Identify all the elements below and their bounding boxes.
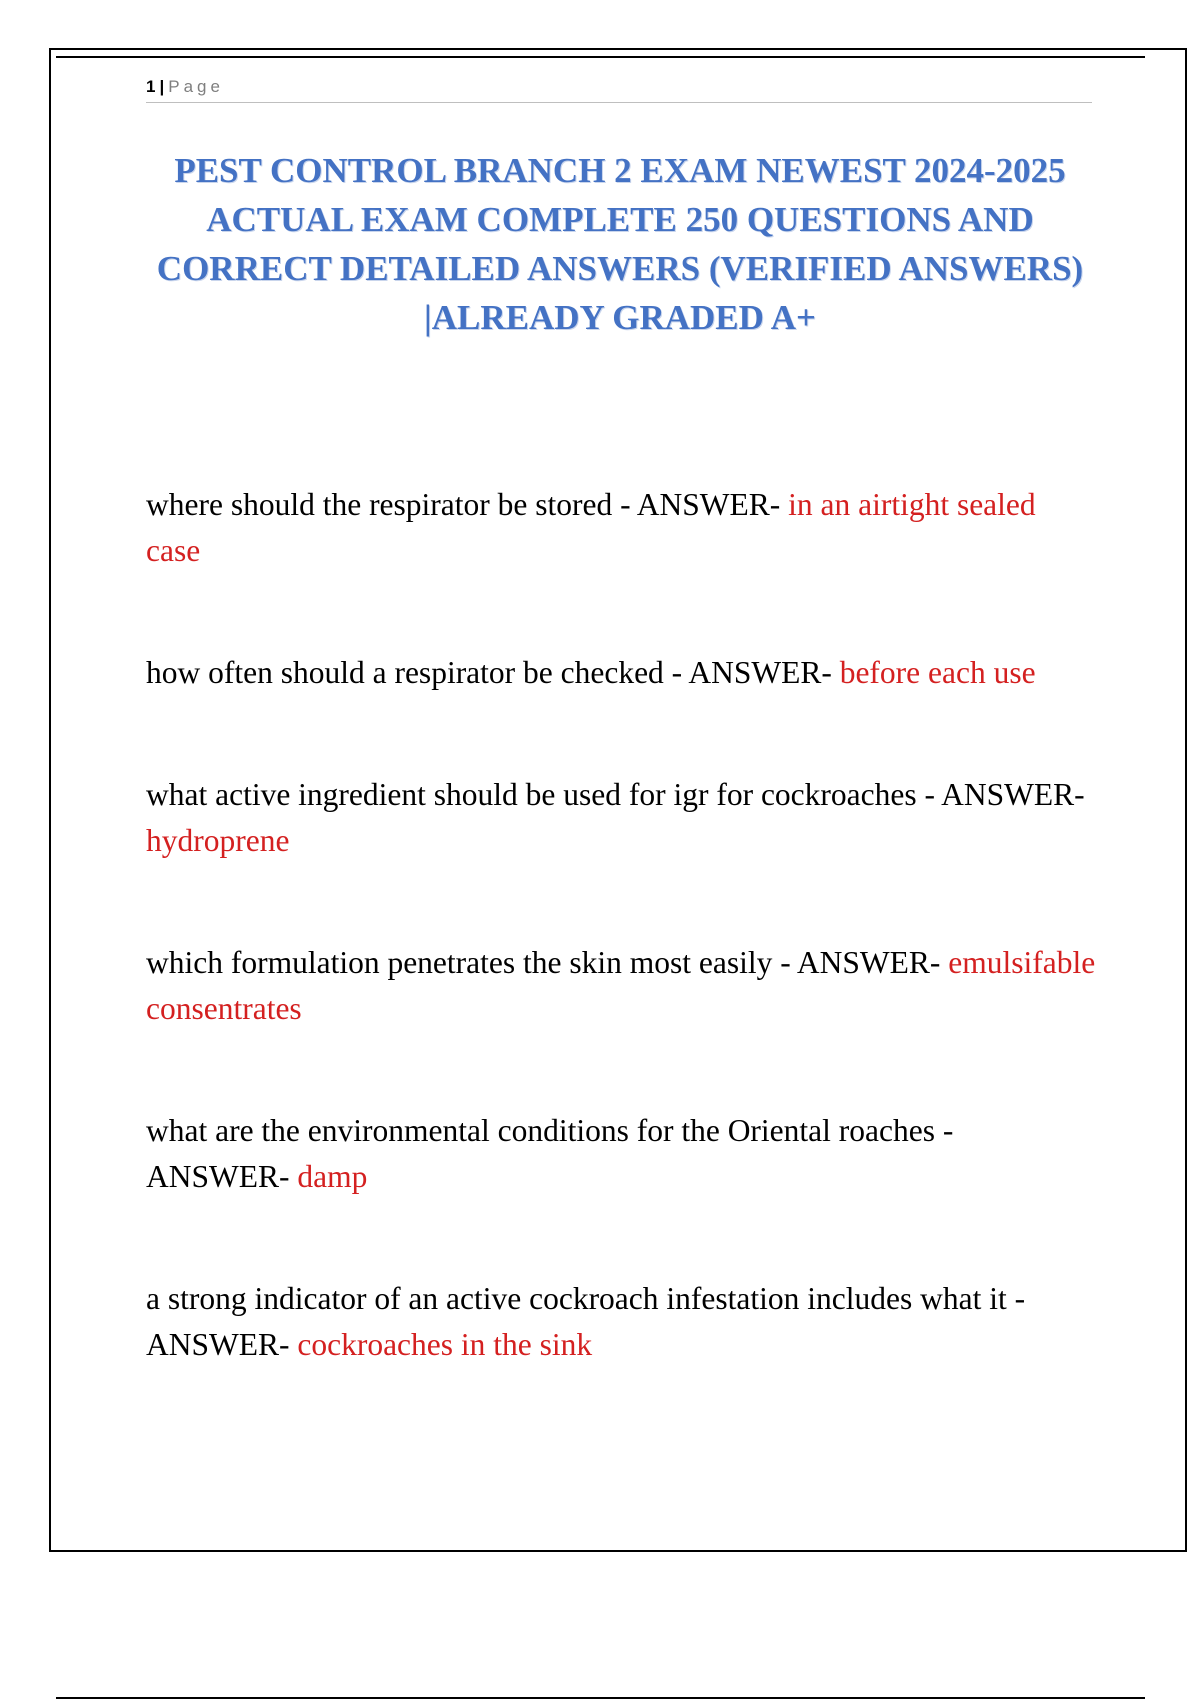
page-header xyxy=(146,76,1092,103)
answer-text: damp xyxy=(297,1159,368,1194)
answer-label: ANSWER- xyxy=(146,1327,298,1362)
question-text: what are the environmental conditions for the Oriental roaches - xyxy=(146,1113,954,1148)
qa-list xyxy=(146,482,1096,1444)
page-label: Page xyxy=(168,77,224,96)
qa-item xyxy=(146,482,1096,574)
qa-item xyxy=(146,940,1096,1032)
answer-label: ANSWER- xyxy=(146,1159,298,1194)
document-title: PEST CONTROL BRANCH 2 EXAM NEWEST 2024-2025 ACTUAL EXAM COMPLETE 250 QUESTIONS AND CORRECT DETAILED ANSWERS (VERIFIED ANSWERS) |ALREADY GRADED A+ xyxy=(156,151,1084,337)
qa-item xyxy=(146,650,1096,696)
question-text: a strong indicator of an active cockroach infestation includes what it - xyxy=(146,1281,1026,1316)
qa-item xyxy=(146,1276,1096,1368)
answer-text: in an airtight sealed case xyxy=(146,487,1036,568)
question-text: what active ingredient should be used for igr for cockroaches - xyxy=(146,777,942,812)
qa-item xyxy=(146,1108,1096,1200)
answer-text: hydroprene xyxy=(146,823,290,858)
page-number: 1 xyxy=(146,77,156,96)
top-rule xyxy=(56,56,1145,58)
answer-text: cockroaches in the sink xyxy=(297,1327,593,1362)
answer-label: ANSWER- xyxy=(941,777,1085,812)
header-separator: | xyxy=(159,77,165,96)
answer-label: ANSWER- xyxy=(796,945,949,980)
question-text: which formulation penetrates the skin most easily - xyxy=(146,945,797,980)
qa-item xyxy=(146,772,1096,864)
question-text: how often should a respirator be checked - xyxy=(146,655,689,690)
answer-text: before each use xyxy=(839,655,1036,690)
answer-text: emulsifable consentrates xyxy=(146,945,1096,1026)
answer-label: ANSWER- xyxy=(688,655,840,690)
answer-label: ANSWER- xyxy=(636,487,789,522)
bottom-rule xyxy=(56,1697,1145,1699)
question-text: where should the respirator be stored - xyxy=(146,487,637,522)
